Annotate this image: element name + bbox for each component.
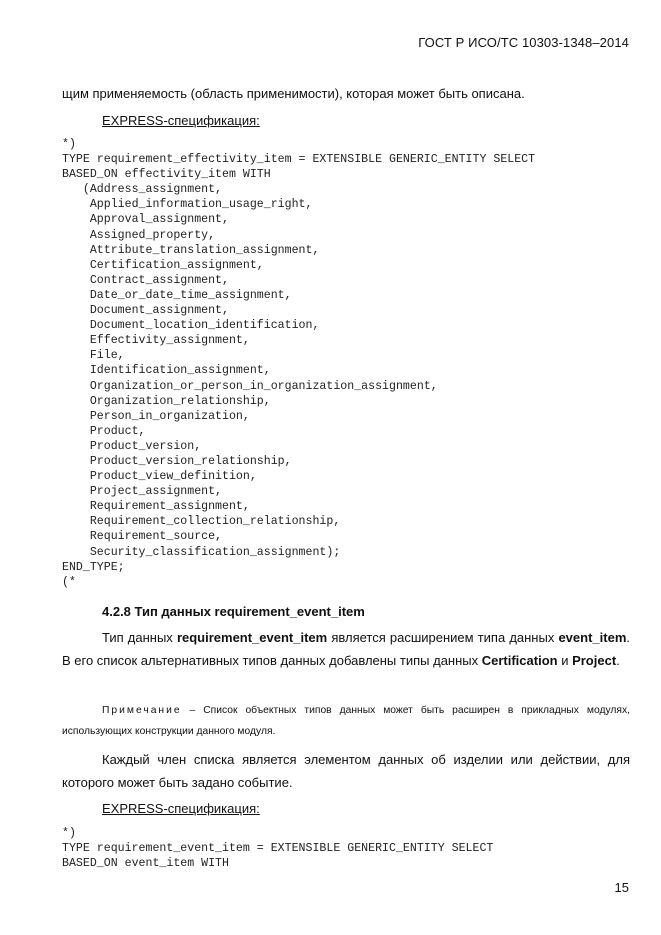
note-paragraph <box>62 700 630 742</box>
express-code-block-2: *) TYPE requirement_event_item = EXTENSIBLE GENERIC_ENTITY SELECT BASED_ON event_item WITH <box>62 827 494 871</box>
para-bold-term: event_item <box>558 630 627 645</box>
page-number: 15 <box>614 880 629 895</box>
intro-paragraph: щим применяемость (область применимости), которая может быть описана. <box>62 86 525 101</box>
note-label: Примечание <box>102 705 182 716</box>
para-bold-term: Certification <box>481 653 558 668</box>
body-paragraph <box>62 626 630 672</box>
para-bold-term: Project <box>572 653 617 668</box>
body-paragraph-2: Каждый член списка является элементом данных об изделии или действии, для которого может быть задано событие. <box>62 752 630 790</box>
para-text: Тип данных <box>102 630 177 645</box>
section-heading: 4.2.8 Тип данных requirement_event_item <box>102 604 365 619</box>
document-header: ГОСТ Р ИСО/ТС 10303-1348–2014 <box>418 35 629 50</box>
para-text: и <box>557 653 573 668</box>
express-spec-label-2: EXPRESS-спецификация: <box>102 801 260 816</box>
note-text: – Список объектных типов данных может быть расширен в прикладных модулях, использующих конструкции данного модуля. <box>62 705 630 737</box>
para-text: является расширением типа данных <box>327 630 559 645</box>
para-text: . <box>616 653 620 668</box>
para-bold-term: requirement_event_item <box>176 630 328 645</box>
express-spec-label: EXPRESS-спецификация: <box>102 113 260 128</box>
express-code-block: *) TYPE requirement_effectivity_item = EXTENSIBLE GENERIC_ENTITY SELECT BASED_ON effectivity_item WITH (Address_assignment, Applied_information_usage_right, Approval_assignment, Assigned_property, Attribute_translation_assignment, Certification_assignment, Contract_assignment, Date_or_date_time_assignment, Document_assignment, Document_location_identification, Effectivity_assignment, File, Identification_assignment, Organization_or_person_in_organization_assignment, Organization_relationship, Person_in_organization, Product, Product_version, Product_version_relationship, Product_view_definition, Project_assignment, Requirement_assignment, Requirement_collection_relationship, Requirement_source, Security_classification_assignment); END_TYPE; (* <box>62 138 536 589</box>
para-text: . В его список альтернативных типов данных добавлены типы данных <box>62 630 630 668</box>
